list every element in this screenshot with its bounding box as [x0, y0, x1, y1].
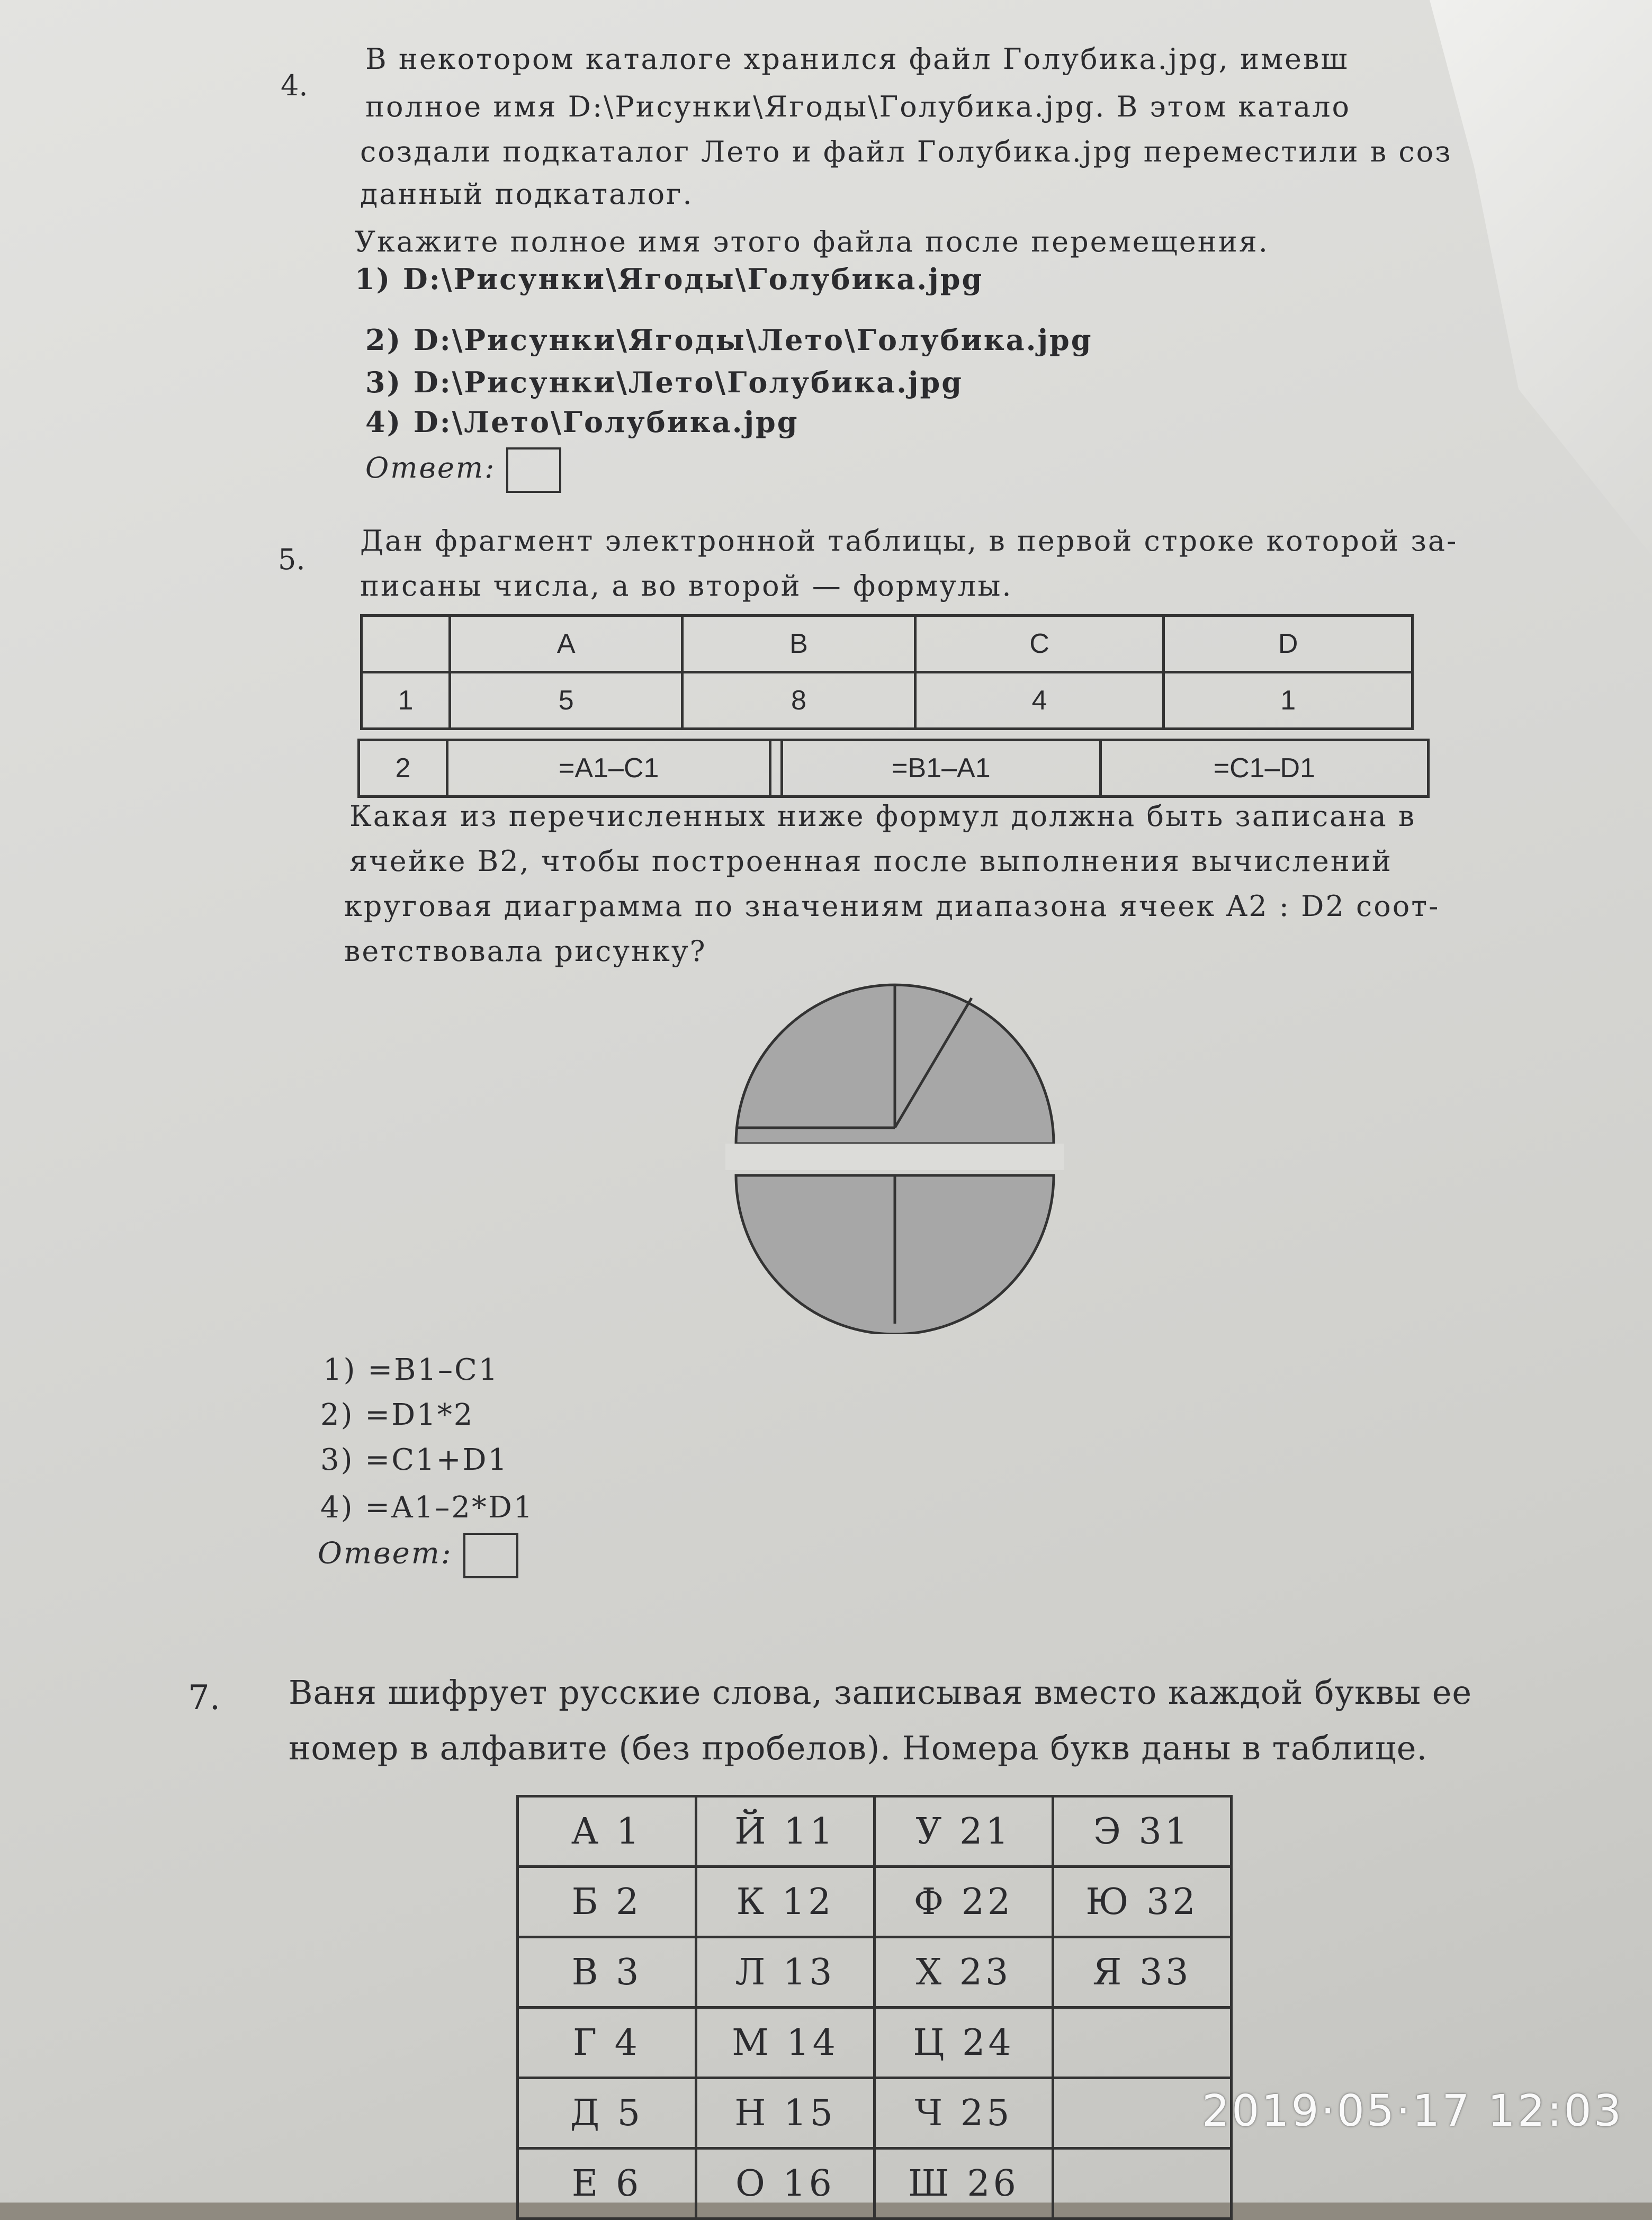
q5-line-1: Дан фрагмент электронной таблицы, в первой строке которой за- [360, 524, 1458, 558]
sheet-header-a: A [450, 616, 683, 672]
alphabet-row [518, 1867, 1232, 1937]
q5-question-1: Какая из перечисленных ниже формул должна быть записана в [349, 799, 1416, 833]
alphabet-cell: О 16 [696, 2149, 875, 2219]
q4-line-1: В некотором каталоге хранился файл Голубика.jpg, имевш [365, 42, 1349, 76]
pie-chart-figure [725, 969, 1064, 1334]
alphabet-cell: Б 2 [518, 1867, 696, 1937]
alphabet-cell: Е 6 [518, 2149, 696, 2219]
alphabet-cell: Н 15 [696, 2078, 875, 2149]
sheet-a2: =A1–C1 [447, 740, 770, 797]
alphabet-cell: Ч 25 [875, 2078, 1053, 2149]
sheet-a1: 5 [450, 672, 683, 729]
q7-line-2: номер в алфавите (без пробелов). Номера букв даны в таблице. [289, 1729, 1428, 1767]
alphabet-cell: М 14 [696, 2008, 875, 2078]
q7-number: 7. [188, 1678, 221, 1718]
sheet-row1-label: 1 [362, 672, 450, 729]
sheet-header-c: C [915, 616, 1164, 672]
sheet-header-corner [362, 616, 450, 672]
alphabet-cell: Й 11 [696, 1796, 875, 1867]
q7-line-1: Ваня шифрует русские слова, записывая вместо каждой буквы ее [289, 1673, 1473, 1712]
alphabet-cell: Ц 24 [875, 2008, 1053, 2078]
alphabet-cell [1053, 2149, 1232, 2219]
alphabet-row [518, 2008, 1232, 2078]
q4-answer-label: Ответ: [365, 451, 496, 484]
photo-timestamp: 2019·05·17 12:03 [1202, 2086, 1623, 2136]
q4-option-4: 4) D:\Лето\Голубика.jpg [365, 405, 799, 439]
spreadsheet-header-row1 [360, 614, 1414, 730]
sheet-d1: 1 [1164, 672, 1413, 729]
alphabet-cell [1053, 2008, 1232, 2078]
spreadsheet-row2 [357, 739, 1430, 798]
q5-answer-label: Ответ: [318, 1536, 453, 1571]
alphabet-cell: У 21 [875, 1796, 1053, 1867]
q4-prompt: Укажите полное имя этого файла после перемещения. [355, 225, 1269, 258]
alphabet-cell: Л 13 [696, 1937, 875, 2008]
alphabet-cell: Х 23 [875, 1937, 1053, 2008]
q5-question-4: ветствовала рисунку? [344, 934, 707, 968]
alphabet-cell: Э 31 [1053, 1796, 1232, 1867]
q5-answer-box[interactable] [463, 1533, 518, 1578]
q4-option-3: 3) D:\Рисунки\Лето\Голубика.jpg [365, 365, 963, 399]
q5-option-2: 2) =D1*2 [320, 1398, 474, 1432]
alphabet-cell: Д 5 [518, 2078, 696, 2149]
alphabet-cell: Г 4 [518, 2008, 696, 2078]
sheet-header-d: D [1164, 616, 1413, 672]
sheet-c1: 4 [915, 672, 1164, 729]
alphabet-table [516, 1795, 1233, 2220]
sheet-row-2 [359, 740, 1429, 797]
sheet-header-row [362, 616, 1413, 672]
q5-option-3: 3) =C1+D1 [320, 1443, 509, 1477]
q5-line-2: писаны числа, а во второй — формулы. [360, 569, 1013, 603]
q5-answer-row [318, 1533, 518, 1578]
alphabet-cell: Ш 26 [875, 2149, 1053, 2219]
alphabet-row [518, 2078, 1232, 2149]
q4-answer-row [365, 447, 561, 493]
q5-question-3: круговая диаграмма по значениям диапазона ячеек A2 : D2 соот- [344, 889, 1440, 923]
sheet-row-1 [362, 672, 1413, 729]
alphabet-row [518, 1937, 1232, 2008]
q4-option-2: 2) D:\Рисунки\Ягоды\Лето\Голубика.jpg [365, 323, 1093, 357]
pie-bottom-half [736, 1175, 1054, 1334]
alphabet-cell: Ф 22 [875, 1867, 1053, 1937]
pie-gap-strip [725, 1144, 1064, 1170]
q5-question-2: ячейке B2, чтобы построенная после выполнения вычислений [349, 844, 1393, 878]
alphabet-row [518, 1796, 1232, 1867]
q5-option-1: 1) =B1–C1 [323, 1353, 499, 1387]
q4-line-2: полное имя D:\Рисунки\Ягоды\Голубика.jpg. В этом катало [365, 90, 1351, 123]
alphabet-cell: А 1 [518, 1796, 696, 1867]
alphabet-row [518, 2149, 1232, 2219]
sheet-header-b: B [683, 616, 915, 672]
q4-option-1: 1) D:\Рисунки\Ягоды\Голубика.jpg [355, 262, 984, 296]
q5-option-4: 4) =A1–2*D1 [320, 1490, 534, 1525]
q4-line-4: данный подкаталог. [360, 177, 694, 211]
sheet-d2: =C1–D1 [1100, 740, 1428, 797]
alphabet-cell: Ю 32 [1053, 1867, 1232, 1937]
sheet-row2-label: 2 [359, 740, 447, 797]
sheet-b2 [770, 740, 782, 797]
sheet-c2: =B1–A1 [782, 740, 1100, 797]
q4-line-3: создали подкаталог Лето и файл Голубика.jpg переместили в соз [360, 135, 1452, 168]
alphabet-cell: К 12 [696, 1867, 875, 1937]
sheet-b1: 8 [683, 672, 915, 729]
q5-number: 5. [278, 543, 306, 576]
q4-answer-box[interactable] [506, 447, 561, 493]
alphabet-cell: В 3 [518, 1937, 696, 2008]
alphabet-cell: Я 33 [1053, 1937, 1232, 2008]
pie-top-half [736, 985, 1054, 1144]
q4-number: 4. [281, 69, 308, 102]
